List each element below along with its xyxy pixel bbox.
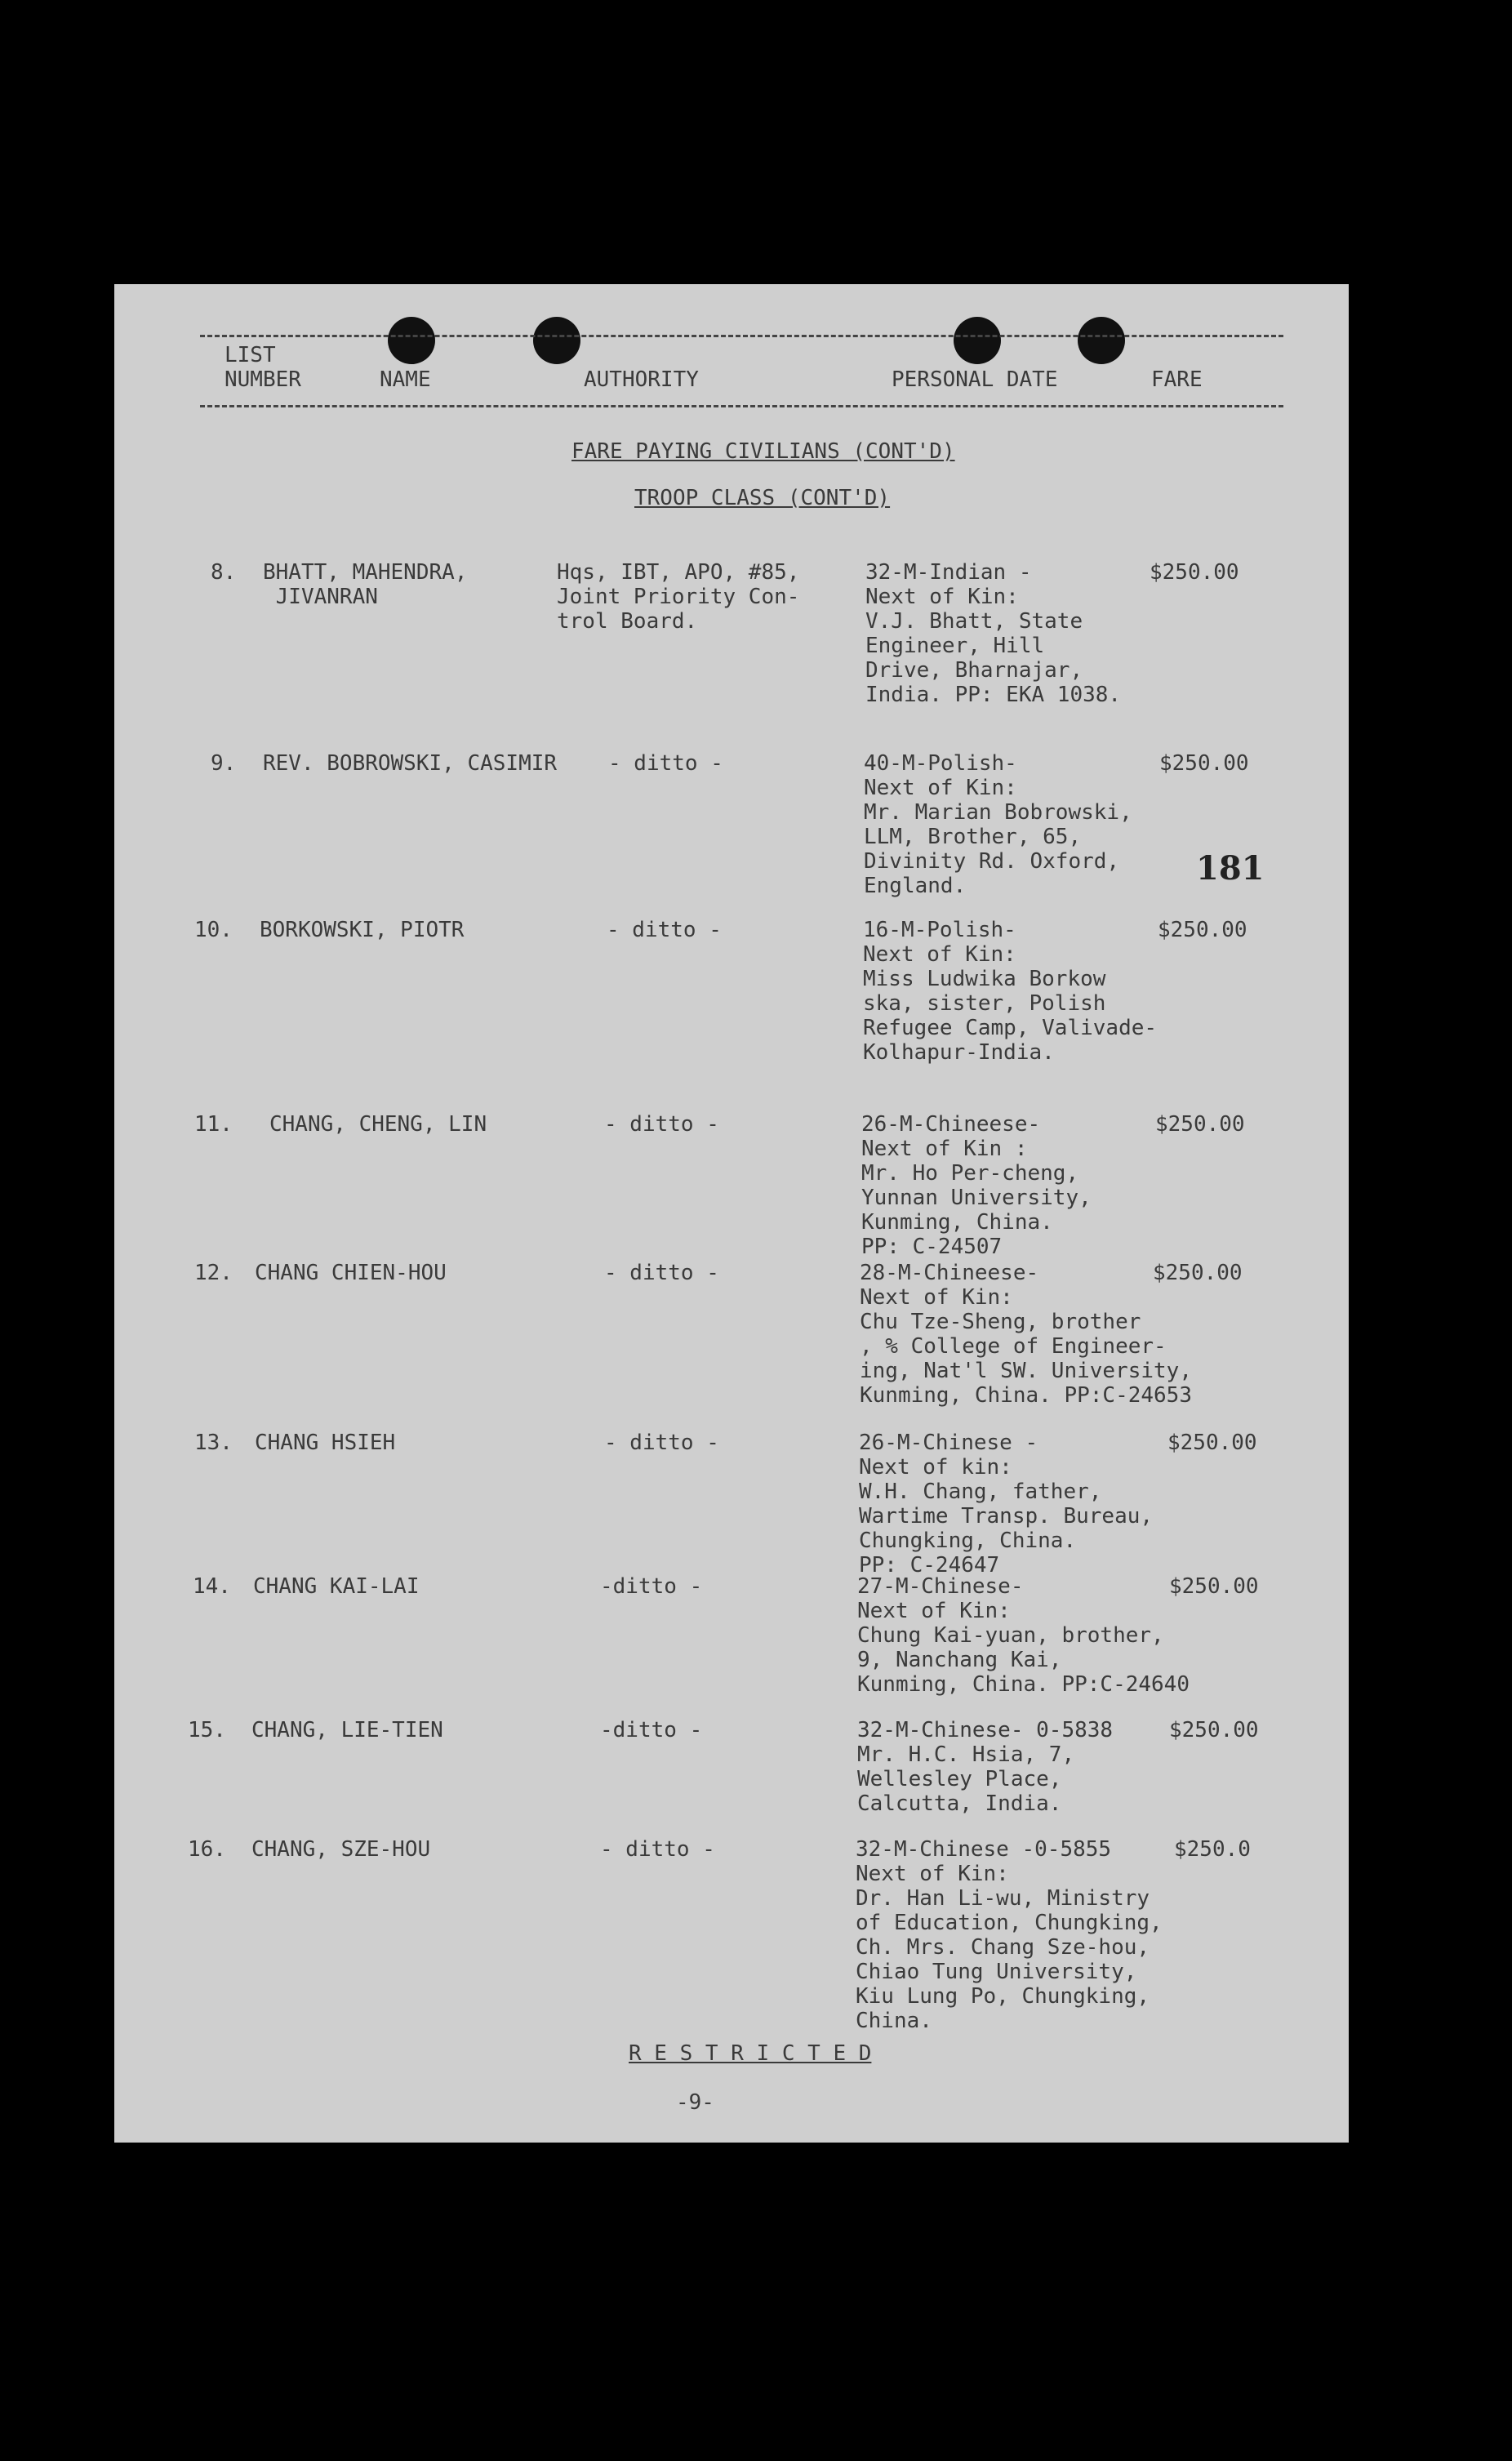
entry-fare: $250.0 [1174, 1837, 1251, 1862]
entry-fare: $250.00 [1153, 1261, 1243, 1285]
punch-hole [954, 317, 1001, 364]
entry-personal-data: 32-M-Chinese -0-5855 Next of Kin: Dr. Han Li-wu, Ministry of Education, Chungking, Ch. Mrs. Chang Sze-hou, Chiao Tung University, Kiu Lung Po, Chungking, China. [856, 1837, 1163, 2033]
entry-number: 16. [188, 1837, 226, 1862]
entry-fare: $250.00 [1169, 1718, 1259, 1742]
entry-number: 9. [211, 751, 237, 776]
document-page [114, 284, 1349, 2143]
entry-authority: - ditto - [604, 1261, 719, 1285]
header-fare: FARE [1151, 367, 1203, 392]
entry-name: REV. BOBROWSKI, CASIMIR [263, 751, 558, 776]
entry-name: CHANG KAI-LAI [253, 1574, 420, 1599]
entry-fare: $250.00 [1167, 1431, 1257, 1455]
entry-name: CHANG, CHENG, LIN [269, 1112, 487, 1137]
section-title: FARE PAYING CIVILIANS (CONT'D) [571, 439, 955, 464]
entry-authority: - ditto - [600, 1837, 715, 1862]
entry-authority: - ditto - [607, 918, 722, 942]
entry-number: 10. [194, 918, 233, 942]
punch-hole [1078, 317, 1125, 364]
entry-fare: $250.00 [1150, 560, 1239, 585]
entry-name: BORKOWSKI, PIOTR [260, 918, 465, 942]
header-name: NAME [380, 367, 431, 392]
header-top-rule [200, 335, 1283, 337]
entry-authority: - ditto - [604, 1431, 719, 1455]
entry-personal-data: 16-M-Polish- Next of Kin: Miss Ludwika Borkow ska, sister, Polish Refugee Camp, Valivade- Kolhapur-India. [863, 918, 1158, 1065]
header-bottom-rule [200, 405, 1283, 407]
entry-authority: - ditto - [604, 1112, 719, 1137]
header-list-number: LIST NUMBER [225, 343, 301, 392]
entry-name: BHATT, MAHENDRA, JIVANRAN [263, 560, 468, 609]
header-personal-data: PERSONAL DATE [892, 367, 1058, 392]
entry-fare: $250.00 [1158, 918, 1247, 942]
entry-authority: Hqs, IBT, APO, #85, Joint Priority Con- trol Board. [557, 560, 800, 634]
entry-name: CHANG, SZE-HOU [251, 1837, 431, 1862]
entry-personal-data: 28-M-Chineese- Next of Kin: Chu Tze-Sheng, brother , % College of Engineer- ing, Nat'l SW. University, Kunming, China. PP:C-24653 [860, 1261, 1192, 1408]
punch-hole [388, 317, 435, 364]
entry-name: CHANG, LIE-TIEN [251, 1718, 443, 1742]
header-authority: AUTHORITY [584, 367, 699, 392]
entry-fare: $250.00 [1155, 1112, 1245, 1137]
entry-number: 11. [194, 1112, 233, 1137]
entry-number: 12. [194, 1261, 233, 1285]
entry-fare: $250.00 [1169, 1574, 1259, 1599]
entry-number: 13. [194, 1431, 233, 1455]
entry-name: CHANG HSIEH [255, 1431, 396, 1455]
entry-personal-data: 32-M-Chinese- 0-5838 Mr. H.C. Hsia, 7, Wellesley Place, Calcutta, India. [857, 1718, 1114, 1816]
entry-authority: -ditto - [600, 1574, 703, 1599]
entry-personal-data: 26-M-Chinese - Next of kin: W.H. Chang, father, Wartime Transp. Bureau, Chungking, China. PP: C-24647 [859, 1431, 1154, 1578]
entry-personal-data: 32-M-Indian - Next of Kin: V.J. Bhatt, State Engineer, Hill Drive, Bharnajar, India. PP: EKA 1038. [865, 560, 1122, 707]
punch-hole [533, 317, 580, 364]
entry-number: 8. [211, 560, 237, 585]
entry-name: CHANG CHIEN-HOU [255, 1261, 447, 1285]
restricted-marking: R E S T R I C T E D [629, 2041, 872, 2066]
entry-personal-data: 27-M-Chinese- Next of Kin: Chung Kai-yuan, brother, 9, Nanchang Kai, Kunming, China. PP:C-24640 [857, 1574, 1190, 1697]
page-number: -9- [676, 2090, 714, 2115]
subsection-title: TROOP CLASS (CONT'D) [634, 486, 891, 510]
entry-number: 14. [193, 1574, 231, 1599]
entry-authority: - ditto - [608, 751, 723, 776]
entry-authority: -ditto - [600, 1718, 703, 1742]
entry-fare: $250.00 [1159, 751, 1249, 776]
entry-number: 15. [188, 1718, 226, 1742]
stamp-number: 181 [1196, 849, 1265, 888]
entry-personal-data: 40-M-Polish- Next of Kin: Mr. Marian Bobrowski, LLM, Brother, 65, Divinity Rd. Oxford, England. [864, 751, 1132, 898]
entry-personal-data: 26-M-Chineese- Next of Kin : Mr. Ho Per-cheng, Yunnan University, Kunming, China. PP: C-24507 [861, 1112, 1092, 1259]
